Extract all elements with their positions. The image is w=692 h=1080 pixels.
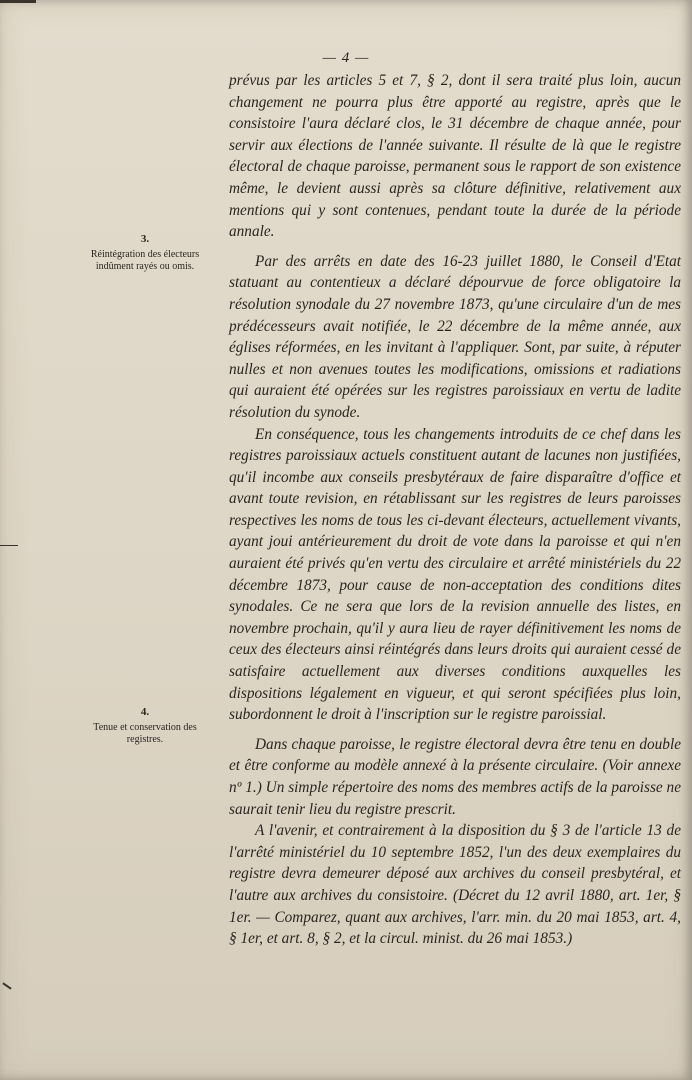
corner-mark bbox=[2, 982, 11, 989]
paragraph-continuation: prévus par les articles 5 et 7, § 2, dont il sera traité plus loin, aucun changement ne pourra plus être apporté au registre, après que le consistoire l'aura déclaré clos, le 31 décembre de chaque année, pour servir aux élections de l'année suivante. Il résulte de là que le registre électoral de chaque paroisse, permanent sous le rapport de son existence même, le devient aussi après sa clôture définitive, relativement aux mentions qui y sont contenues, pendant toute la durée de la période annale. bbox=[229, 72, 681, 241]
paragraph-archives: A l'avenir, et contrairement à la disposition du § 3 de l'article 13 de l'arrêté ministériel du 10 septembre 1852, l'un des deux exemplaires du registre devra demeurer déposé aux archives du conseil presbytéral, et l'autre aux archives du consistoire. (Décret du 12 avril 1880, art. 1er, § 1er. — Comparez, quant aux archives, l'arr. min. du 20 mai 1853, art. 4, § 1er, et art. 8, § 2, et la circul. minist. du 26 mai 1853.) bbox=[229, 822, 681, 948]
left-edge-mark bbox=[0, 545, 18, 546]
margin-note-registers bbox=[80, 706, 210, 746]
margin-note-number: 3. bbox=[140, 233, 150, 245]
margin-note-text: Tenue et conservation des registres. bbox=[93, 722, 197, 745]
paragraph-register-duplicate: Dans chaque paroisse, le registre électoral devra être tenu en double et être conforme au modèle annexé à la présente circulaire. (Voir annexe nº 1.) Un simple répertoire des noms des membres actifs de la paroisse ne saurait tenir lieu du registre prescrit. bbox=[229, 735, 681, 818]
page-number: — 4 — bbox=[322, 50, 370, 66]
paragraph-consequence: En conséquence, tous les changements introduits de ce chef dans les registres paroissiaux actuels constituent autant de lacunes non justifiées, qu'il incombe aux conseils presbytéraux de faire disparaître d'office et avant toute revision, en rétablissant sur les registres de leurs paroisses respectives les noms de tous les ci-devant électeurs, actuellement vivants, ayant joui antérieurement du droit de vote dans la paroisse et qui n'en auraient été privés qu'en vertu des circulaire et arrêté ministériels du 22 décembre 1873, pour cause de non-acceptation des conditions dites synodales. Ce ne sera que lors de la revision annuelle des listes, en novembre prochain, qu'il y aura lieu de rayer définitivement les noms de ceux des électeurs ainsi réintégrés dans leurs droits qui auraient cessé de satisfaire actuellement aux diverses conditions auxquelles les dispositions légalement en vigueur, et qui seront spécifiées plus loin, subordonnent le droit à l'inscription sur le registre paroissial. bbox=[229, 425, 681, 724]
top-edge-mark bbox=[0, 0, 36, 3]
body-text bbox=[229, 70, 681, 950]
margin-note-number: 4. bbox=[140, 706, 150, 718]
margin-note-text: Réintégration des électeurs indûment rayés ou omis. bbox=[90, 249, 200, 272]
margin-note-reintegration bbox=[80, 233, 210, 273]
paragraph-council-of-state: Par des arrêts en date des 16-23 juillet 1880, le Conseil d'Etat statuant au contentieux a déclaré dépourvue de force obligatoire la résolution synodale du 27 novembre 1873, qu'une circulaire d'un de mes prédécesseurs avait notifiée, le 22 décembre de la même année, aux églises réformées, en les invitant à l'appliquer. Sont, par suite, à réputer nulles et non avenues toutes les modifications, omissions et radiations qui auraient été opérées sur les registres paroissiaux en vertu de ladite résolution du synode. bbox=[229, 252, 681, 421]
